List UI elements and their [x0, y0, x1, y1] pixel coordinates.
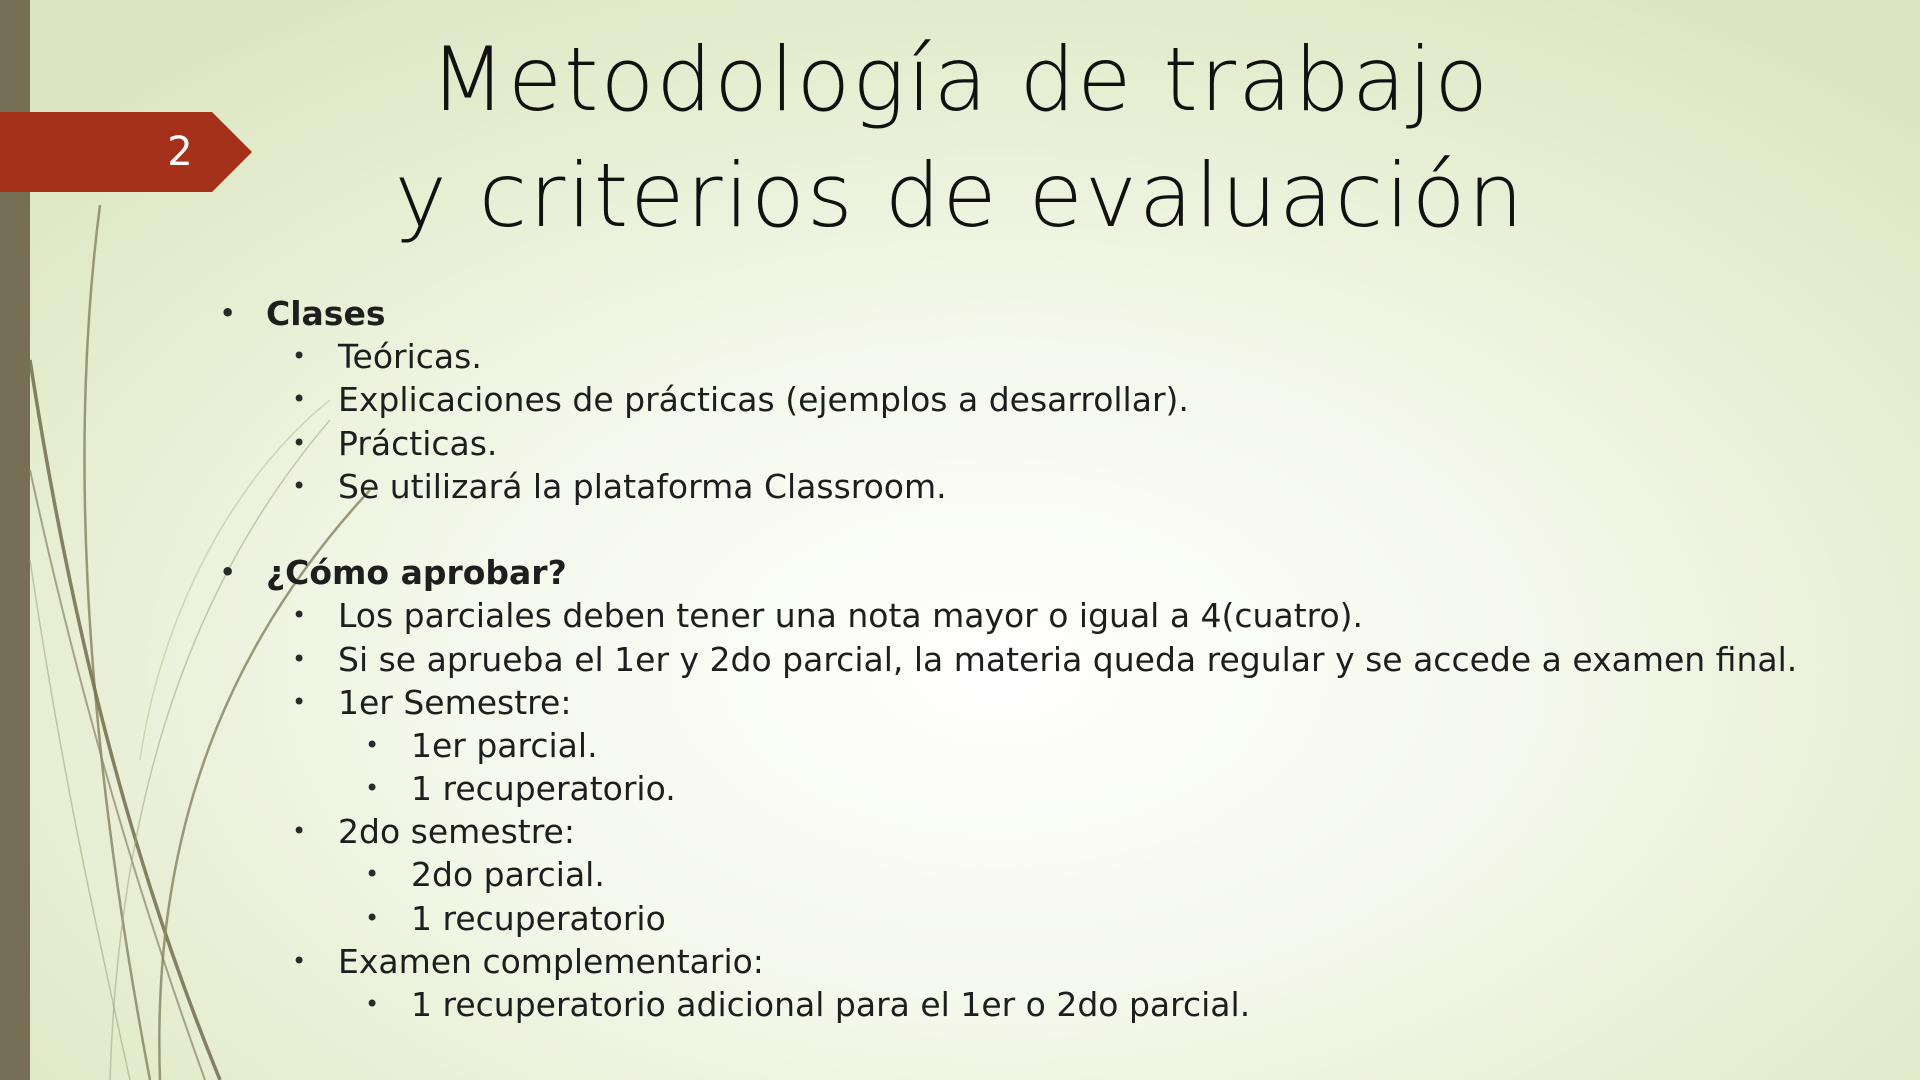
list-item: • Prácticas. — [218, 422, 1908, 465]
slide-title — [340, 22, 1580, 254]
bullet-list — [218, 292, 1908, 1026]
list-item-semestre-2: • 2do semestre: — [218, 810, 1908, 853]
section-heading-clases: • Clases — [218, 292, 1908, 335]
list-item: • Teóricas. — [218, 335, 1908, 378]
slide-number: 2 — [167, 129, 193, 175]
slide-body — [218, 292, 1908, 1026]
sub-list-item: • 1 recuperatorio — [218, 897, 1908, 940]
slide-number-tag — [0, 112, 252, 192]
title-line-2: y criterios de evaluación — [394, 144, 1526, 247]
list-item: • Se utilizará la plataforma Classroom. — [218, 465, 1908, 508]
sub-list-item: • 1 recuperatorio. — [218, 767, 1908, 810]
title-line-1: Metodología de trabajo — [429, 28, 1491, 131]
list-item-semestre-1: • 1er Semestre: — [218, 681, 1908, 724]
section-heading-aprobar: • ¿Cómo aprobar? — [218, 551, 1908, 594]
list-item-complementario: • Examen complementario: — [218, 940, 1908, 983]
sub-list-item: • 1er parcial. — [218, 724, 1908, 767]
list-item: • Los parciales deben tener una nota mayor o igual a 4(cuatro). — [218, 594, 1908, 637]
sub-list-item: • 2do parcial. — [218, 853, 1908, 896]
list-item: • Si se aprueba el 1er y 2do parcial, la materia queda regular y se accede a examen final. — [218, 638, 1908, 681]
list-item: • Explicaciones de prácticas (ejemplos a desarrollar). — [218, 378, 1908, 421]
sub-list-item: • 1 recuperatorio adicional para el 1er o 2do parcial. — [218, 983, 1908, 1026]
section-spacer — [218, 508, 1908, 551]
